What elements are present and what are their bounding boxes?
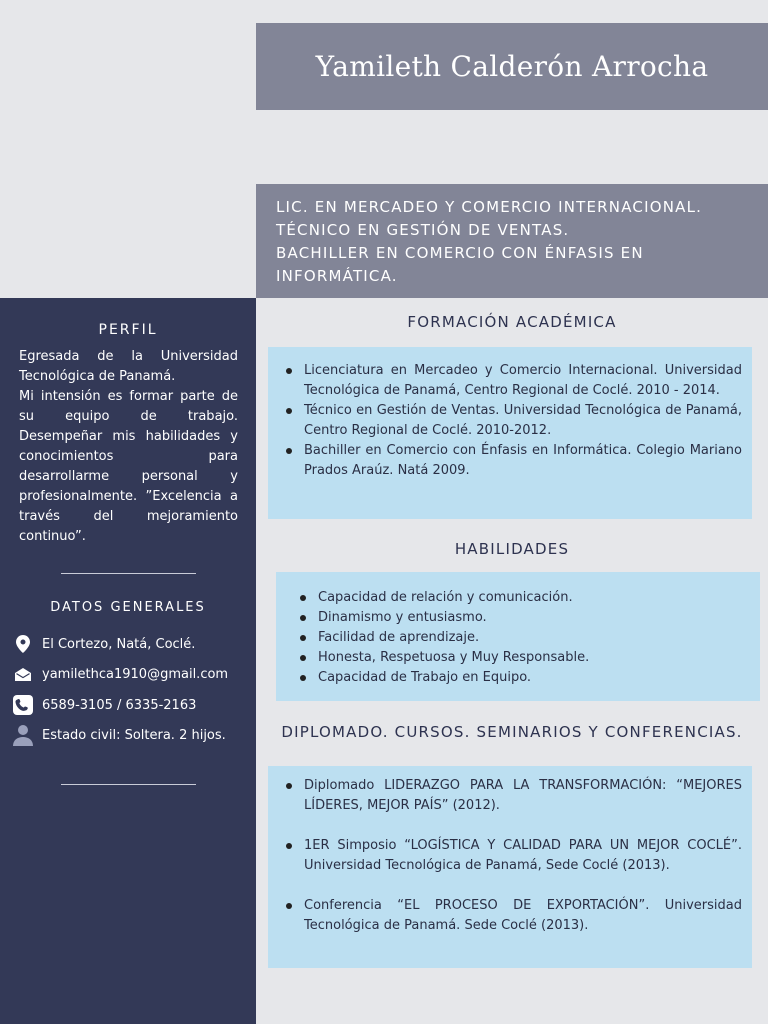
degree-title-line: TÉCNICO EN GESTIÓN DE VENTAS. <box>276 221 570 239</box>
email-text[interactable]: yamilethca1910@gmail.com <box>42 666 229 682</box>
envelope-icon <box>12 663 34 685</box>
degree-title-line: LIC. EN MERCADEO Y COMERCIO INTERNACIONAL. <box>276 198 703 216</box>
contact-phone <box>12 694 252 716</box>
list-item: Conferencia “EL PROCESO DE EXPORTACIÓN”. Universidad Tecnológica de Panamá. Sede Coclé (2013). <box>280 896 742 936</box>
name-header <box>256 23 768 110</box>
person-icon <box>12 724 34 746</box>
list-item: Capacidad de Trabajo en Equipo. <box>294 668 750 688</box>
contact-location <box>12 633 252 655</box>
education-list <box>280 361 742 481</box>
civil-status-text: Estado civil: Soltera. 2 hijos. <box>42 727 226 743</box>
list-item: Bachiller en Comercio con Énfasis en Informática. Colegio Mariano Prados Araúz. Natá 2009. <box>280 441 742 481</box>
degree-title-line: BACHILLER EN COMERCIO CON ÉNFASIS EN <box>276 244 644 262</box>
courses-heading: DIPLOMADO. CURSOS. SEMINARIOS Y CONFERENCIAS. <box>281 723 743 741</box>
sidebar-divider <box>61 573 196 574</box>
education-panel <box>268 347 752 519</box>
profile-heading: PERFIL <box>98 322 158 338</box>
degree-title-line: INFORMÁTICA. <box>276 267 398 285</box>
education-heading: FORMACIÓN ACADÉMICA <box>407 313 617 331</box>
list-item: Honesta, Respetuosa y Muy Responsable. <box>294 648 750 668</box>
sidebar-divider <box>61 784 196 785</box>
list-item: Técnico en Gestión de Ventas. Universidad Tecnológica de Panamá, Centro Regional de Coclé. 2010-2012. <box>280 401 742 441</box>
location-pin-icon <box>12 633 34 655</box>
list-item: Facilidad de aprendizaje. <box>294 628 750 648</box>
list-item: Capacidad de relación y comunicación. <box>294 588 750 608</box>
list-item: Diplomado LIDERAZGO PARA LA TRANSFORMACIÓN: “MEJORES LÍDERES, MEJOR PAÍS” (2012). <box>280 776 742 816</box>
courses-panel <box>268 766 752 968</box>
courses-list <box>280 776 742 936</box>
location-text: El Cortezo, Natá, Coclé. <box>42 636 196 652</box>
profile-line: Egresada de la Universidad Tecnológica de Panamá. <box>19 349 238 384</box>
profile-line: Mi intensión es formar parte de su equipo de trabajo. Desempeñar mis habilidades y conocimientos para desarrollarme personal y profesionalmente. ”Excelencia a través del mejoramiento continuo”. <box>19 389 238 544</box>
general-data-heading: DATOS GENERALES <box>50 600 206 615</box>
skills-list <box>294 588 750 688</box>
full-name: Yamileth Calderón Arrocha <box>315 50 709 83</box>
list-item: Dinamismo y entusiasmo. <box>294 608 750 628</box>
profile-text <box>19 347 238 547</box>
contact-civil-status <box>12 724 252 746</box>
degree-titles <box>256 184 768 298</box>
phone-text: 6589-3105 / 6335-2163 <box>42 697 197 713</box>
list-item: 1ER Simposio “LOGÍSTICA Y CALIDAD PARA UN MEJOR COCLÉ”. Universidad Tecnológica de Panamá, Sede Coclé (2013). <box>280 836 742 876</box>
list-item: Licenciatura en Mercadeo y Comercio Internacional. Universidad Tecnológica de Panamá, Centro Regional de Coclé. 2010 - 2014. <box>280 361 742 401</box>
skills-heading: HABILIDADES <box>454 540 570 558</box>
contact-email <box>12 663 252 685</box>
phone-icon <box>12 694 34 716</box>
skills-panel <box>276 572 760 701</box>
